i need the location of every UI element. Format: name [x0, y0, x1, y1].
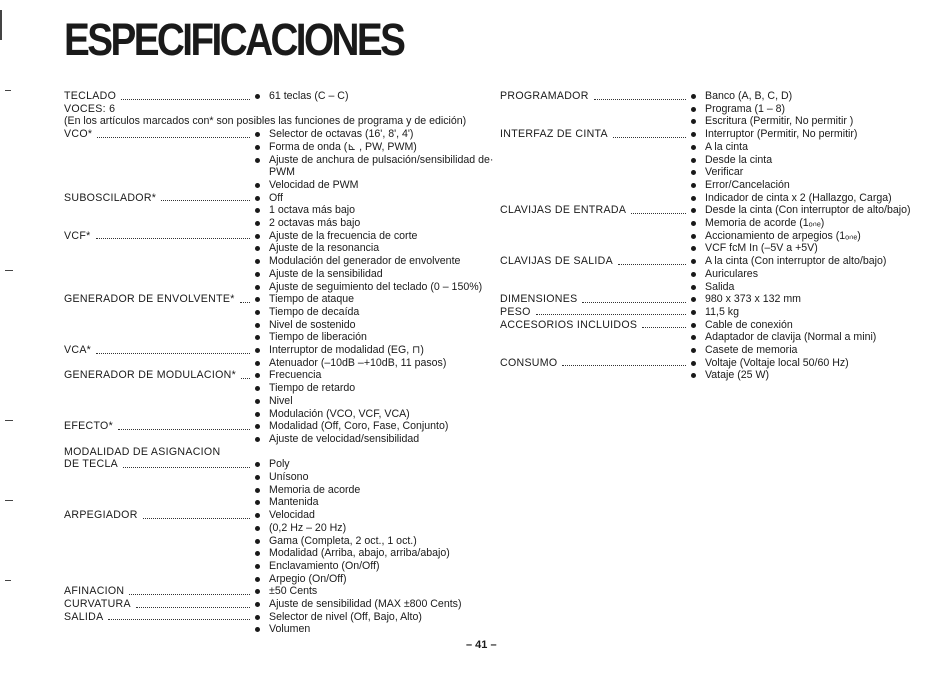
spec-value: Interruptor (Permitir, No permitir): [705, 128, 858, 141]
bullet-icon: [255, 462, 260, 467]
spec-label: VCF*: [64, 229, 91, 242]
spec-label: AFINACION: [64, 585, 125, 598]
spec-value: Ajuste de velocidad/sensibilidad: [269, 432, 420, 445]
bullet-icon: [691, 246, 696, 251]
spec-value: Memoria de acorde: [269, 483, 361, 496]
leader-dots: [594, 99, 686, 100]
spec-value: Ajuste de seguimiento del teclado (0 – 150%): [269, 280, 483, 293]
spec-value: Nivel de sostenido: [269, 318, 356, 331]
spec-value: Selector de nivel (Off, Bajo, Alto): [269, 610, 422, 623]
spec-value: Escritura (Permitir, No permitir ): [705, 115, 854, 128]
page-number: – 41 –: [466, 639, 497, 651]
bullet-icon: [255, 500, 260, 505]
bullet-icon: [255, 234, 260, 239]
spec-label: VCA*: [64, 344, 92, 356]
bullet-icon: [255, 335, 260, 340]
spec-value: Selector de octavas (16', 8', 4'): [269, 128, 414, 141]
spec-note: (En los artículos marcados con* son posibles las funciones de programa y de edición): [64, 115, 467, 128]
spec-value: Interruptor de modalidad (EG, ⊓): [269, 344, 424, 356]
bullet-icon: [691, 196, 696, 201]
spec-label: DIMENSIONES: [500, 293, 578, 306]
spec-value: Error/Cancelación: [705, 178, 790, 191]
leader-dots: [118, 429, 250, 430]
spec-value: Cable de conexión: [705, 318, 793, 331]
leader-dots: [96, 353, 250, 354]
bullet-icon: [255, 577, 260, 582]
bullet-icon: [255, 145, 260, 150]
spec-label: ACCESORIOS INCLUIDOS: [500, 318, 638, 331]
leader-dots: [240, 302, 250, 303]
spec-value: Ajuste de anchura de pulsación/sensibilidad de·: [269, 153, 494, 166]
spec-value: Arpegio (On/Off): [269, 572, 347, 585]
spec-value: (0,2 Hz – 20 Hz): [269, 521, 347, 534]
spec-label: CLAVIJAS DE ENTRADA: [500, 204, 627, 217]
spec-label: SALIDA: [64, 610, 104, 623]
bullet-icon: [691, 335, 696, 340]
spec-value: Modalidad (Off, Coro, Fase, Conjunto): [269, 420, 449, 433]
leader-dots: [143, 518, 250, 519]
bullet-icon: [255, 323, 260, 328]
right-spec-column: [500, 90, 920, 390]
spec-value: Unísono: [269, 471, 309, 483]
leader-dots: [241, 378, 250, 379]
leader-dots: [129, 594, 250, 595]
bullet-icon: [255, 513, 260, 518]
spec-value: Modulación (VCO, VCF, VCA): [269, 407, 410, 420]
spec-label: GENERADOR DE MODULACION*: [64, 369, 237, 382]
spec-label: VCO*: [64, 128, 93, 141]
bullet-icon: [255, 475, 260, 480]
spec-value: Desde la cinta: [705, 153, 773, 166]
spec-value: Tiempo de decaída: [269, 305, 360, 318]
bullet-icon: [255, 373, 260, 378]
spec-value: Mantenida: [269, 496, 319, 509]
page-title: ESPECIFICACIONES: [64, 14, 404, 65]
bullet-icon: [255, 424, 260, 429]
bullet-icon: [255, 348, 260, 353]
spec-label: PROGRAMADOR: [500, 90, 589, 102]
bullet-icon: [691, 119, 696, 124]
margin-mark: [5, 580, 11, 581]
bullet-icon: [691, 132, 696, 137]
spec-value: Ajuste de la resonancia: [269, 242, 380, 255]
spec-label: CLAVIJAS DE SALIDA: [500, 255, 613, 268]
bullet-icon: [255, 208, 260, 213]
leader-dots: [613, 137, 686, 138]
spec-value: ±50 Cents: [269, 585, 318, 598]
spec-value: 980 x 373 x 132 mm: [705, 293, 801, 306]
spec-value: 11,5 kg: [705, 305, 739, 318]
spec-label: VOCES: 6: [64, 102, 116, 115]
spec-value: Tiempo de ataque: [269, 293, 355, 306]
spec-value: Tiempo de retardo: [269, 382, 356, 395]
leader-dots: [96, 238, 250, 239]
spec-value: Vataje (25 W): [705, 369, 769, 382]
bullet-icon: [255, 297, 260, 302]
spec-value: Poly: [269, 458, 290, 471]
margin-mark: [5, 500, 13, 501]
bullet-icon: [255, 310, 260, 315]
bullet-icon: [691, 259, 696, 264]
bullet-icon: [255, 132, 260, 137]
spec-value: A la cinta: [705, 140, 748, 153]
spec-label: PESO: [500, 305, 531, 318]
bullet-icon: [255, 488, 260, 493]
spec-label: CONSUMO: [500, 356, 558, 369]
spec-value: Tiempo de liberación: [269, 331, 367, 344]
bullet-icon: [691, 145, 696, 150]
bullet-icon: [691, 170, 696, 175]
bullet-icon: [691, 221, 696, 226]
spec-label: EFECTO*: [64, 420, 113, 433]
bullet-icon: [691, 285, 696, 290]
leader-dots: [123, 467, 250, 468]
bullet-icon: [691, 310, 696, 315]
spec-label: CURVATURA: [64, 598, 131, 610]
margin-mark: [5, 420, 13, 421]
bullet-icon: [255, 399, 260, 404]
bullet-icon: [691, 234, 696, 239]
spec-value: Memoria de acorde (1ₒₙₑ): [705, 217, 825, 229]
leader-dots: [536, 314, 686, 315]
spec-value: Desde la cinta (Con interruptor de alto/bajo): [705, 204, 911, 217]
bullet-icon: [255, 285, 260, 290]
bullet-icon: [255, 551, 260, 556]
bullet-icon: [691, 107, 696, 112]
bullet-icon: [255, 412, 260, 417]
bullet-icon: [255, 361, 260, 366]
leader-dots: [97, 137, 250, 138]
spec-value: VCF fcM In (–5V a +5V): [705, 242, 818, 255]
spec-value: Indicador de cinta x 2 (Hallazgo, Carga): [705, 191, 892, 204]
spec-value-wrap: PWM: [269, 166, 295, 179]
bullet-icon: [255, 158, 260, 163]
spec-label: ARPEGIADOR: [64, 509, 138, 522]
bullet-icon: [691, 373, 696, 378]
spec-value: Atenuador (–10dB –+10dB, 11 pasos): [269, 356, 447, 369]
spec-value: Programa (1 – 8): [705, 102, 786, 115]
bullet-icon: [255, 259, 260, 264]
spec-value: 1 octava más bajo: [269, 204, 355, 217]
spec-value: Auriculares: [705, 267, 758, 280]
leader-dots: [136, 607, 250, 608]
bullet-icon: [255, 564, 260, 569]
spec-value: Volumen: [269, 623, 311, 636]
leader-dots: [121, 99, 250, 100]
bullet-icon: [691, 272, 696, 277]
spec-value: Velocidad: [269, 509, 315, 522]
spec-label: GENERADOR DE ENVOLVENTE*: [64, 293, 235, 306]
spec-label: INTERFAZ DE CINTA: [500, 128, 608, 141]
spec-value: Adaptador de clavija (Normal a mini): [705, 331, 877, 344]
spec-value: Casete de memoria: [705, 344, 798, 356]
bullet-icon: [691, 323, 696, 328]
spec-value: Salida: [705, 280, 735, 293]
leader-dots: [108, 619, 250, 620]
leader-dots: [642, 327, 686, 328]
spec-value: Voltaje (Voltaje local 50/60 Hz): [705, 356, 849, 369]
bullet-icon: [691, 158, 696, 163]
spec-value: Modulación del generador de envolvente: [269, 255, 461, 268]
bullet-icon: [255, 183, 260, 188]
spec-label: MODALIDAD DE ASIGNACION: [64, 445, 221, 458]
spec-value: Banco (A, B, C, D): [705, 90, 793, 102]
spec-value: Gama (Completa, 2 oct., 1 oct.): [269, 534, 417, 547]
spec-label: DE TECLA: [64, 458, 119, 471]
bullet-icon: [691, 183, 696, 188]
spec-value: Frecuencia: [269, 369, 322, 382]
bullet-icon: [255, 539, 260, 544]
margin-mark: [5, 270, 13, 271]
leader-dots: [618, 264, 686, 265]
bullet-icon: [255, 602, 260, 607]
leader-dots: [631, 213, 686, 214]
spec-value: Modalidad (Arriba, abajo, arriba/abajo): [269, 547, 450, 560]
margin-mark: [5, 90, 11, 91]
bullet-icon: [255, 272, 260, 277]
spec-label: TECLADO: [64, 90, 117, 102]
bullet-icon: [691, 361, 696, 366]
spec-value: Forma de onda (⊾ , PW, PWM): [269, 140, 417, 153]
spec-value: Enclavamiento (On/Off): [269, 559, 380, 572]
bullet-icon: [255, 615, 260, 620]
bullet-icon: [255, 386, 260, 391]
spec-value: 2 octavas más bajo: [269, 217, 361, 229]
spec-label: SUBOSCILADOR*: [64, 191, 157, 204]
spec-value: Accionamiento de arpegios (1ₒₙₑ): [705, 229, 861, 242]
bullet-icon: [255, 437, 260, 442]
bullet-icon: [255, 221, 260, 226]
spec-value: Ajuste de sensibilidad (MAX ±800 Cents): [269, 598, 462, 610]
bullet-icon: [255, 589, 260, 594]
spec-value: 61 teclas (C – C): [269, 90, 349, 102]
bullet-icon: [691, 348, 696, 353]
leader-dots: [582, 302, 686, 303]
spec-value: Nivel: [269, 394, 293, 407]
spec-value: Ajuste de la sensibilidad: [269, 267, 383, 280]
margin-mark: [0, 10, 2, 40]
bullet-icon: [255, 526, 260, 531]
bullet-icon: [255, 94, 260, 99]
spec-value: Ajuste de la frecuencia de corte: [269, 229, 418, 242]
leader-dots: [562, 365, 686, 366]
left-spec-column: [64, 90, 494, 640]
spec-value: Off: [269, 191, 283, 204]
bullet-icon: [691, 297, 696, 302]
spec-value: Velocidad de PWM: [269, 178, 359, 191]
bullet-icon: [255, 627, 260, 632]
leader-dots: [161, 200, 250, 201]
spec-value: A la cinta (Con interruptor de alto/bajo): [705, 255, 887, 268]
bullet-icon: [255, 196, 260, 201]
bullet-icon: [255, 246, 260, 251]
bullet-icon: [691, 94, 696, 99]
bullet-icon: [691, 208, 696, 213]
spec-value: Verificar: [705, 166, 744, 179]
